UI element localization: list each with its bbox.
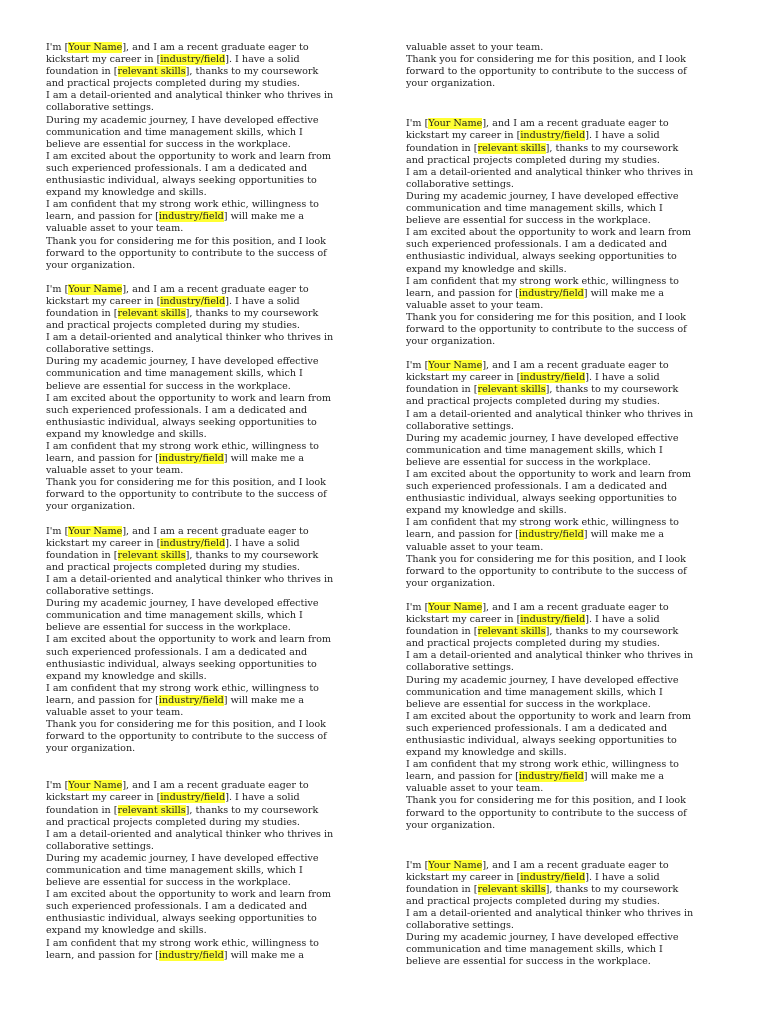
- text-line: During my academic journey, I have developed effective: [406, 932, 679, 944]
- text-line: Thank you for considering me for this position, and I look: [46, 719, 326, 731]
- text-line: I'm [Your Name], and I am a recent graduate eager to: [406, 360, 669, 372]
- text-line: learn, and passion for [industry/field] will make me a: [46, 694, 304, 706]
- placeholder-highlight: industry/field: [160, 537, 226, 549]
- right-paragraph: [406, 602, 724, 832]
- text-line: I am a detail-oriented and analytical thinker who thrives in: [406, 408, 694, 420]
- text-line: I am excited about the opportunity to work and learn from: [406, 710, 691, 722]
- text-line: collaborative settings.: [406, 420, 514, 432]
- text-line: and practical projects completed during my studies.: [406, 638, 660, 650]
- placeholder-highlight: relevant skills: [117, 66, 186, 78]
- text-line: Thank you for considering me for this position, and I look: [406, 553, 686, 565]
- text-line: I'm [Your Name], and I am a recent graduate eager to: [406, 859, 669, 871]
- placeholder-highlight: industry/field: [158, 211, 224, 223]
- text-line: expand my knowledge and skills.: [46, 670, 207, 682]
- text-line: collaborative settings.: [406, 920, 514, 932]
- text-line: During my academic journey, I have developed effective: [46, 852, 319, 864]
- placeholder-highlight: industry/field: [520, 614, 586, 626]
- placeholder-highlight: industry/field: [518, 529, 584, 541]
- text-line: I am confident that my strong work ethic, willingness to: [406, 275, 679, 287]
- text-line: valuable asset to your team.: [46, 706, 184, 718]
- text-line: Thank you for considering me for this position, and I look: [46, 477, 326, 489]
- left-paragraph: [46, 284, 364, 514]
- text-line: valuable asset to your team.: [406, 541, 544, 553]
- placeholder-highlight: relevant skills: [117, 804, 186, 816]
- placeholder-highlight: Your Name: [68, 283, 123, 295]
- text-line: forward to the opportunity to contribute to the success of: [46, 731, 327, 743]
- text-line: such experienced professionals. I am a dedicated and: [46, 901, 308, 913]
- text-line: forward to the opportunity to contribute to the success of: [406, 807, 687, 819]
- text-line: your organization.: [406, 78, 496, 90]
- text-line: such experienced professionals. I am a dedicated and: [406, 722, 668, 734]
- text-line: foundation in [relevant skills], thanks to my coursework: [46, 549, 319, 561]
- placeholder-highlight: Your Name: [428, 601, 483, 613]
- text-line: and practical projects completed during my studies.: [46, 320, 300, 332]
- text-line: kickstart my career in [industry/field]. I have a solid: [46, 792, 300, 804]
- text-line: such experienced professionals. I am a dedicated and: [46, 404, 308, 416]
- placeholder-highlight: industry/field: [520, 130, 586, 142]
- text-line: communication and time management skills, which I: [406, 686, 663, 698]
- text-line: valuable asset to your team.: [406, 42, 544, 53]
- left-paragraph: [46, 42, 364, 272]
- text-line: expand my knowledge and skills.: [46, 925, 207, 937]
- text-line: I am a detail-oriented and analytical thinker who thrives in: [46, 828, 334, 840]
- placeholder-highlight: industry/field: [520, 372, 586, 384]
- text-line: enthusiastic individual, always seeking opportunities to: [406, 493, 677, 505]
- text-line: expand my knowledge and skills.: [46, 428, 207, 440]
- placeholder-highlight: Your Name: [68, 525, 123, 537]
- text-line: believe are essential for success in the workplace.: [46, 877, 291, 889]
- right-paragraph: [406, 860, 724, 969]
- text-line: and practical projects completed during my studies.: [46, 78, 300, 90]
- text-line: enthusiastic individual, always seeking opportunities to: [46, 658, 317, 670]
- placeholder-highlight: industry/field: [160, 792, 226, 804]
- text-line: foundation in [relevant skills], thanks to my coursework: [46, 307, 319, 319]
- text-line: and practical projects completed during my studies.: [406, 396, 660, 408]
- text-line: I'm [Your Name], and I am a recent graduate eager to: [406, 601, 669, 613]
- text-line: foundation in [relevant skills], thanks to my coursework: [406, 626, 679, 638]
- text-line: I am a detail-oriented and analytical thinker who thrives in: [406, 908, 694, 920]
- placeholder-highlight: Your Name: [68, 42, 123, 53]
- text-line: During my academic journey, I have developed effective: [406, 432, 679, 444]
- text-line: I am a detail-oriented and analytical thinker who thrives in: [46, 90, 334, 102]
- text-line: your organization.: [46, 743, 136, 755]
- text-line: such experienced professionals. I am a dedicated and: [406, 481, 668, 493]
- placeholder-highlight: industry/field: [158, 453, 224, 465]
- placeholder-highlight: industry/field: [160, 54, 226, 66]
- text-line: enthusiastic individual, always seeking opportunities to: [46, 416, 317, 428]
- text-line: kickstart my career in [industry/field]. I have a solid: [406, 130, 660, 142]
- text-line: expand my knowledge and skills.: [46, 187, 207, 199]
- text-line: and practical projects completed during my studies.: [406, 896, 660, 907]
- text-line: forward to the opportunity to contribute to the success of: [46, 489, 327, 501]
- placeholder-highlight: relevant skills: [117, 307, 186, 319]
- text-line: believe are essential for success in the workplace.: [46, 138, 291, 150]
- text-line: I am confident that my strong work ethic, willingness to: [46, 441, 319, 452]
- text-line: believe are essential for success in the workplace.: [406, 456, 651, 468]
- text-line: learn, and passion for [industry/field] will make me a: [406, 529, 664, 541]
- text-line: collaborative settings.: [46, 586, 154, 598]
- left-column: [46, 42, 364, 982]
- text-line: communication and time management skills, which I: [406, 944, 663, 956]
- text-line: expand my knowledge and skills.: [406, 505, 567, 517]
- text-line: foundation in [relevant skills], thanks to my coursework: [406, 883, 679, 895]
- text-line: collaborative settings.: [46, 344, 154, 356]
- placeholder-highlight: industry/field: [158, 949, 224, 961]
- right-paragraph: [406, 118, 724, 348]
- text-line: your organization.: [46, 501, 136, 513]
- text-line: foundation in [relevant skills], thanks to my coursework: [46, 66, 319, 78]
- placeholder-highlight: relevant skills: [477, 142, 546, 154]
- placeholder-highlight: relevant skills: [117, 549, 186, 561]
- placeholder-highlight: industry/field: [520, 871, 586, 883]
- text-line: expand my knowledge and skills.: [406, 263, 567, 275]
- text-line: valuable asset to your team.: [46, 223, 184, 235]
- text-line: learn, and passion for [industry/field] will make me a: [406, 287, 664, 299]
- text-line: I am excited about the opportunity to work and learn from: [46, 634, 331, 646]
- right-paragraph: [406, 42, 724, 90]
- text-line: kickstart my career in [industry/field]. I have a solid: [46, 537, 300, 549]
- text-line: kickstart my career in [industry/field]. I have a solid: [406, 372, 660, 384]
- placeholder-highlight: Your Name: [428, 118, 483, 130]
- text-line: believe are essential for success in the workplace.: [406, 215, 651, 227]
- text-line: I am a detail-oriented and analytical thinker who thrives in: [46, 332, 334, 344]
- text-line: enthusiastic individual, always seeking opportunities to: [406, 251, 677, 263]
- text-line: your organization.: [406, 819, 496, 831]
- text-line: and practical projects completed during my studies.: [46, 816, 300, 828]
- text-line: forward to the opportunity to contribute to the success of: [406, 565, 687, 577]
- placeholder-highlight: industry/field: [158, 694, 224, 706]
- text-line: During my academic journey, I have developed effective: [406, 674, 679, 686]
- placeholder-highlight: Your Name: [68, 780, 123, 792]
- text-line: communication and time management skills, which I: [406, 203, 663, 215]
- text-line: I am excited about the opportunity to work and learn from: [46, 150, 331, 162]
- placeholder-highlight: industry/field: [518, 287, 584, 299]
- text-line: collaborative settings.: [406, 662, 514, 674]
- text-line: communication and time management skills, which I: [46, 126, 303, 138]
- text-line: your organization.: [406, 577, 496, 589]
- text-line: I am confident that my strong work ethic, willingness to: [406, 759, 679, 771]
- placeholder-highlight: industry/field: [518, 771, 584, 783]
- text-line: I am a detail-oriented and analytical thinker who thrives in: [406, 650, 694, 662]
- text-line: enthusiastic individual, always seeking opportunities to: [46, 913, 317, 925]
- text-line: I'm [Your Name], and I am a recent graduate eager to: [46, 780, 309, 792]
- text-line: I am confident that my strong work ethic, willingness to: [46, 937, 319, 949]
- text-line: forward to the opportunity to contribute to the success of: [406, 323, 687, 335]
- text-line: believe are essential for success in the workplace.: [406, 698, 651, 710]
- text-line: collaborative settings.: [46, 102, 154, 114]
- placeholder-highlight: industry/field: [160, 295, 226, 307]
- text-line: During my academic journey, I have developed effective: [46, 114, 319, 126]
- text-line: communication and time management skills, which I: [406, 444, 663, 456]
- placeholder-highlight: relevant skills: [477, 626, 546, 638]
- text-line: collaborative settings.: [46, 840, 154, 852]
- text-line: I'm [Your Name], and I am a recent graduate eager to: [46, 283, 309, 295]
- text-line: During my academic journey, I have developed effective: [46, 598, 319, 610]
- text-line: Thank you for considering me for this position, and I look: [406, 311, 686, 323]
- text-line: kickstart my career in [industry/field]. I have a solid: [46, 54, 300, 66]
- text-line: foundation in [relevant skills], thanks to my coursework: [46, 804, 319, 816]
- right-paragraph: [406, 360, 724, 590]
- text-line: such experienced professionals. I am a dedicated and: [406, 239, 668, 251]
- text-line: enthusiastic individual, always seeking opportunities to: [406, 734, 677, 746]
- text-line: Thank you for considering me for this position, and I look: [46, 235, 326, 247]
- text-line: communication and time management skills, which I: [46, 610, 303, 622]
- text-line: I'm [Your Name], and I am a recent graduate eager to: [46, 525, 309, 537]
- text-line: I am confident that my strong work ethic, willingness to: [46, 682, 319, 694]
- text-line: I am confident that my strong work ethic, willingness to: [46, 199, 319, 211]
- right-column: [406, 42, 724, 982]
- text-line: Thank you for considering me for this position, and I look: [406, 795, 686, 807]
- text-line: believe are essential for success in the workplace.: [46, 622, 291, 634]
- text-line: expand my knowledge and skills.: [406, 747, 567, 759]
- text-line: foundation in [relevant skills], thanks to my coursework: [406, 384, 679, 396]
- text-line: forward to the opportunity to contribute to the success of: [406, 66, 687, 78]
- text-line: kickstart my career in [industry/field]. I have a solid: [406, 614, 660, 626]
- text-line: I'm [Your Name], and I am a recent graduate eager to: [46, 42, 309, 53]
- text-line: kickstart my career in [industry/field]. I have a solid: [406, 871, 660, 883]
- text-line: I am a detail-oriented and analytical thinker who thrives in: [46, 573, 334, 585]
- text-line: collaborative settings.: [406, 178, 514, 190]
- text-line: learn, and passion for [industry/field] will make me a: [46, 453, 304, 465]
- text-line: learn, and passion for [industry/field] will make me a: [406, 771, 664, 783]
- text-line: Thank you for considering me for this position, and I look: [406, 54, 686, 66]
- text-line: valuable asset to your team.: [406, 299, 544, 311]
- text-line: enthusiastic individual, always seeking opportunities to: [46, 175, 317, 187]
- text-line: communication and time management skills, which I: [46, 865, 303, 876]
- text-line: I am excited about the opportunity to work and learn from: [46, 392, 331, 404]
- text-line: forward to the opportunity to contribute to the success of: [46, 247, 327, 259]
- text-line: During my academic journey, I have developed effective: [406, 190, 679, 202]
- text-line: learn, and passion for [industry/field] will make me a: [46, 949, 304, 961]
- text-line: and practical projects completed during my studies.: [406, 154, 660, 166]
- text-line: such experienced professionals. I am a dedicated and: [46, 162, 308, 174]
- text-line: your organization.: [406, 336, 496, 348]
- text-line: I am excited about the opportunity to work and learn from: [406, 227, 691, 239]
- text-line: I'm [Your Name], and I am a recent graduate eager to: [406, 118, 669, 130]
- text-line: valuable asset to your team.: [46, 465, 184, 477]
- text-line: your organization.: [46, 259, 136, 271]
- left-paragraph: [46, 526, 364, 756]
- text-line: believe are essential for success in the workplace.: [406, 956, 651, 968]
- text-line: I am confident that my strong work ethic, willingness to: [406, 517, 679, 529]
- text-line: During my academic journey, I have developed effective: [46, 356, 319, 368]
- text-line: such experienced professionals. I am a dedicated and: [46, 646, 308, 658]
- text-line: foundation in [relevant skills], thanks to my coursework: [406, 142, 679, 154]
- text-line: learn, and passion for [industry/field] will make me a: [46, 211, 304, 223]
- text-line: kickstart my career in [industry/field]. I have a solid: [46, 295, 300, 307]
- placeholder-highlight: relevant skills: [477, 883, 546, 895]
- left-paragraph: [46, 780, 364, 961]
- text-line: I am a detail-oriented and analytical thinker who thrives in: [406, 166, 694, 178]
- text-line: I am excited about the opportunity to work and learn from: [46, 889, 331, 901]
- text-line: and practical projects completed during my studies.: [46, 561, 300, 573]
- placeholder-highlight: relevant skills: [477, 384, 546, 396]
- text-line: I am excited about the opportunity to work and learn from: [406, 469, 691, 480]
- text-line: believe are essential for success in the workplace.: [46, 380, 291, 392]
- placeholder-highlight: Your Name: [428, 360, 483, 372]
- text-line: communication and time management skills, which I: [46, 368, 303, 380]
- text-line: valuable asset to your team.: [406, 783, 544, 795]
- placeholder-highlight: Your Name: [428, 859, 483, 871]
